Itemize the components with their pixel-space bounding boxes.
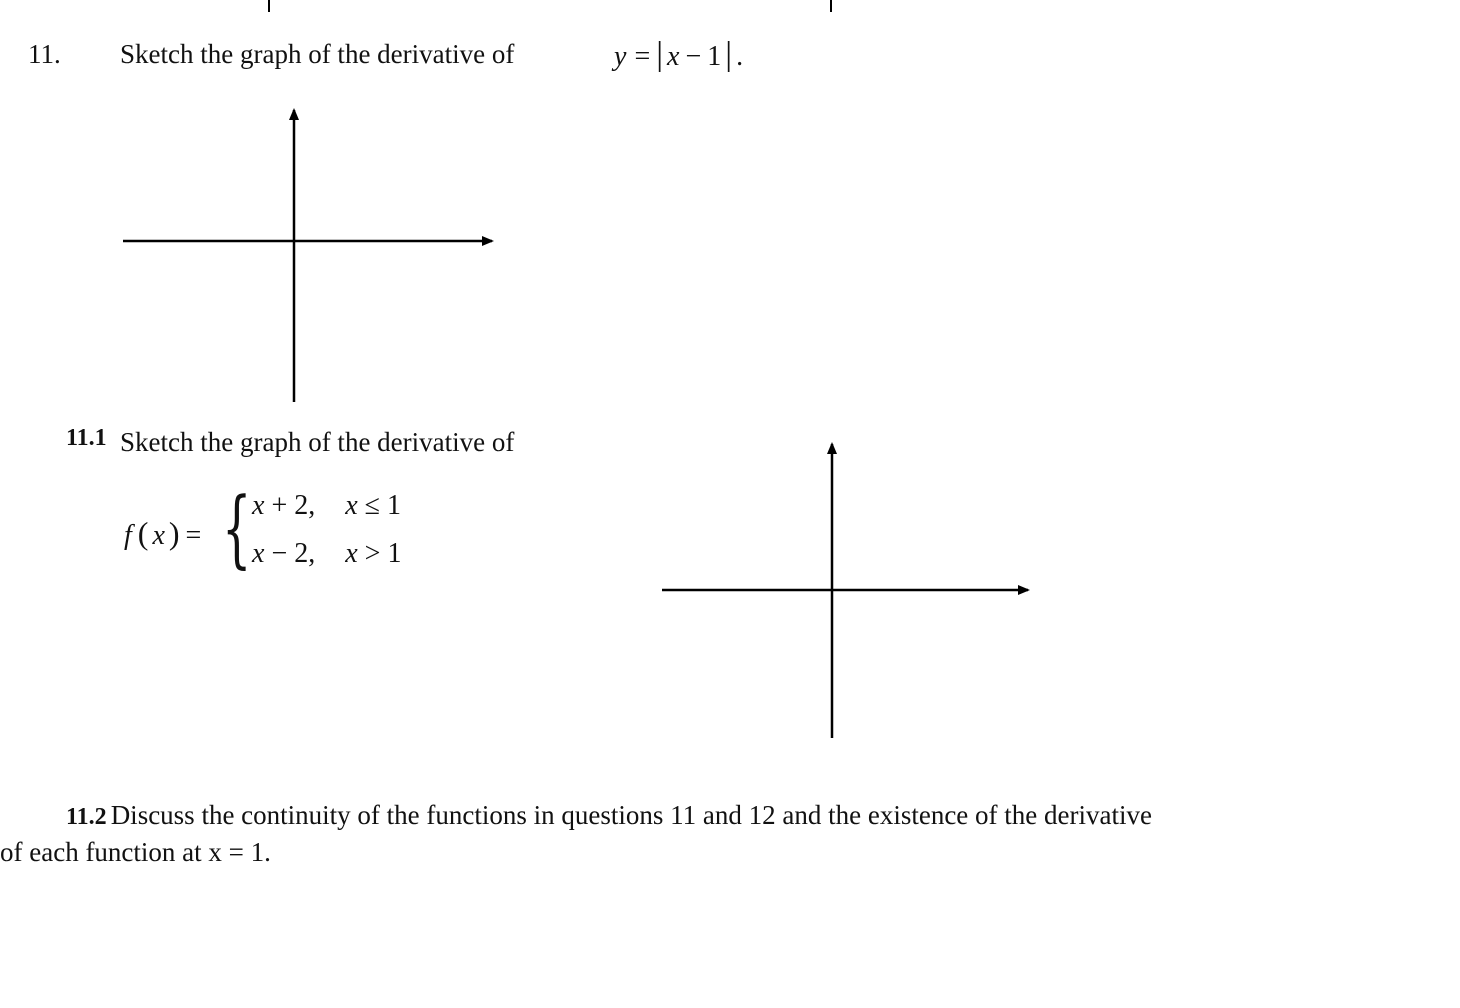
eq-period: .: [736, 41, 744, 72]
eq-inner-const: 1: [707, 41, 722, 72]
case-2-const: 2,: [294, 538, 316, 569]
function-name: f: [124, 520, 132, 551]
function-arg: x: [152, 520, 165, 551]
function-open-paren: (: [137, 515, 149, 551]
function-lhs: [124, 515, 201, 552]
case-1-cond-var: x: [345, 490, 358, 521]
eq-inner-var: x: [667, 41, 680, 72]
eq-lhs: y: [614, 41, 627, 72]
case-1-cond-op: ≤: [364, 490, 381, 521]
question-11-number: 11.: [28, 39, 61, 69]
question-11-equation: [614, 36, 743, 76]
piecewise-brace: {: [222, 479, 252, 577]
piecewise-function: [124, 479, 424, 578]
function-equals: =: [185, 520, 202, 551]
case-2-cond-val: 1: [387, 538, 402, 569]
question-11-2-text-2: of each function at x = 1.: [0, 837, 271, 867]
case-2-op: −: [271, 538, 288, 569]
eq-equals: =: [634, 41, 651, 72]
previous-axis-remnant: [0, 0, 1460, 14]
question-11-prompt: Sketch the graph of the derivative of: [120, 39, 515, 69]
case-1-cond-val: 1: [387, 490, 402, 521]
question-11-2-text-1: Discuss the continuity of the functions in questions 11 and 12 and the existence of the derivative: [110, 800, 1152, 830]
case-1-op: +: [271, 490, 288, 521]
question-11-1-number: 11.1: [66, 425, 107, 451]
case-2-cond-op: >: [364, 538, 381, 569]
case-2-cond-var: x: [345, 538, 358, 569]
question-11-2-line-1: [66, 799, 1152, 831]
case-row-2: [252, 538, 401, 570]
case-row-1: [252, 490, 401, 522]
question-11-1-prompt: Sketch the graph of the derivative of: [120, 427, 515, 457]
function-close-paren: ): [168, 515, 180, 551]
case-1-const: 2,: [294, 490, 316, 521]
case-1-var: x: [252, 490, 265, 521]
abs-bar-right: |: [725, 36, 733, 73]
eq-inner-minus: −: [685, 41, 702, 72]
case-2-var: x: [252, 538, 265, 569]
question-11-2-number: 11.2: [66, 804, 107, 830]
abs-bar-left: |: [656, 36, 664, 73]
